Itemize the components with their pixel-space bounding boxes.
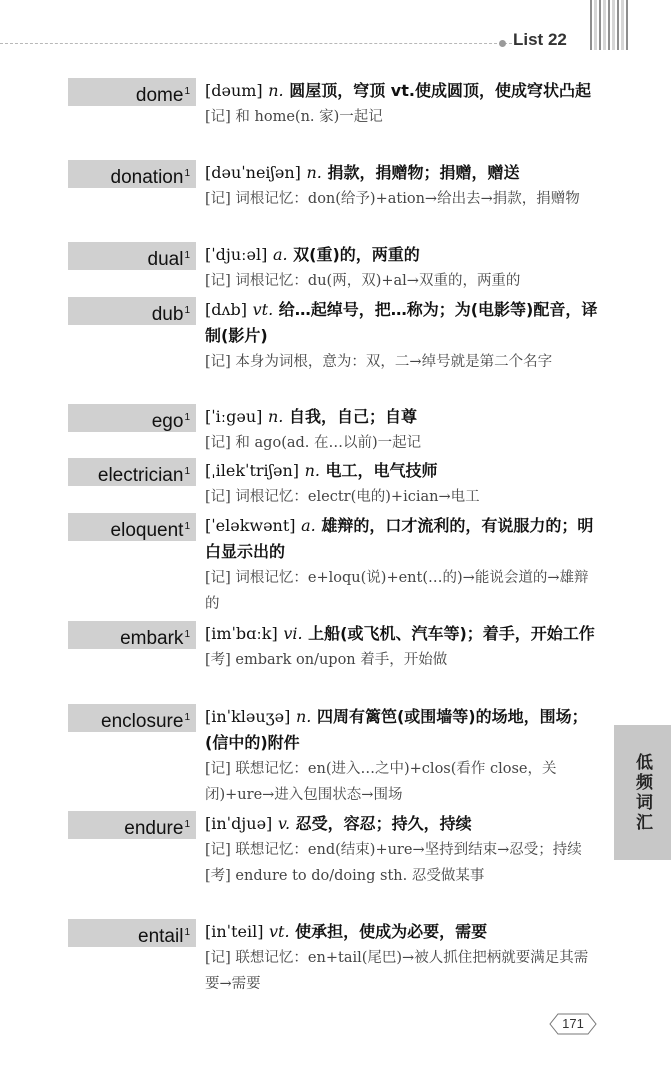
memory-note: [记] 和 home(n. 家)一起记 — [205, 109, 383, 125]
entry-body — [205, 458, 600, 510]
memory-note: [记] 联想记忆：end(结束)+ure→坚持到结束→忍受；持续 — [205, 842, 582, 858]
page-number: 171 — [548, 1012, 598, 1036]
headword: enclosure$^1$ — [68, 704, 196, 732]
headword: dual$^1$ — [68, 242, 196, 270]
headword: eloquent$^1$ — [68, 513, 196, 541]
headword: entail$^1$ — [68, 919, 196, 947]
memory-note: [记] 词根记忆：don(给予)+ation→给出去→捐款，捐赠物 — [205, 191, 580, 207]
side-tab-label: 低频词汇 — [632, 752, 652, 833]
memory-note: [记] 联想记忆：en+tail(尾巴)→被人抓住把柄就要满足其需要→需要 — [205, 950, 589, 992]
entry-body — [205, 811, 600, 889]
definition: [ˈdjuːəl] a. 双(重)的，两重的 — [205, 245, 420, 264]
definition: [ˈiːgəu] n. 自我，自己；自尊 — [205, 407, 417, 426]
entry-body — [205, 242, 600, 294]
headword: donation$^1$ — [68, 160, 196, 188]
entry-body — [205, 160, 600, 212]
list-title: List 22 — [513, 30, 567, 49]
definition: [ˌilekˈtriʃən] n. 电工，电气技师 — [205, 461, 438, 480]
definition: [imˈbɑːk] vi. 上船(或飞机、汽车等)；着手，开始工作 — [205, 624, 595, 643]
entry-body — [205, 297, 600, 375]
memory-note: [记] 词根记忆：electr(电的)+ician→电工 — [205, 489, 480, 505]
definition: [dəum] n. 圆屋顶，穹顶 vt.使成圆顶，使成穹状凸起 — [205, 81, 591, 100]
exam-note: [考] endure to do/doing sth. 忍受做某事 — [205, 868, 485, 884]
entry-body — [205, 621, 600, 673]
definition: [dʌb] vt. 给…起绰号，把…称为；为(电影等)配音，译制(影片) — [205, 300, 598, 345]
definition: [dəuˈneiʃən] n. 捐款，捐赠物；捐赠，赠送 — [205, 163, 520, 182]
entry-body — [205, 704, 600, 808]
memory-note: [记] 本身为词根，意为：双，二→绰号就是第二个名字 — [205, 354, 553, 370]
headword: electrician$^1$ — [68, 458, 196, 486]
header-barcode-decoration — [590, 0, 628, 50]
headword: embark$^1$ — [68, 621, 196, 649]
headword: dome$^1$ — [68, 78, 196, 106]
definition: [inˈdjuə] v. 忍受，容忍；持久，持续 — [205, 814, 472, 833]
entry-body — [205, 78, 600, 130]
entry-body — [205, 919, 600, 997]
memory-note: [记] 词根记忆：e+loqu(说)+ent(…的)→能说会道的→雄辩的 — [205, 570, 589, 612]
entry-body — [205, 404, 600, 456]
section-side-tab — [614, 725, 671, 860]
definition: [inˈteil] vt. 使承担，使成为必要，需要 — [205, 922, 488, 941]
memory-note: [记] 联想记忆：en(进入…之中)+clos(看作 close，关闭)+ure→进入包围状态→围场 — [205, 761, 557, 803]
memory-note: [记] 和 ago(ad. 在…以前)一起记 — [205, 435, 422, 451]
definition: [ˈeləkwənt] a. 雄辩的，口才流利的，有说服力的；明白显示出的 — [205, 516, 594, 561]
headword: dub$^1$ — [68, 297, 196, 325]
memory-note: [记] 词根记忆：du(两，双)+al→双重的，两重的 — [205, 273, 521, 289]
exam-note: [考] embark on/upon 着手，开始做 — [205, 652, 448, 668]
definition: [inˈkləuʒə] n. 四周有篱笆(或围墙等)的场地，围场；(信中的)附件 — [205, 707, 588, 752]
headword: ego$^1$ — [68, 404, 196, 432]
entry-body — [205, 513, 600, 617]
header-dot — [499, 40, 506, 47]
headword: endure$^1$ — [68, 811, 196, 839]
header-rule — [0, 43, 512, 44]
